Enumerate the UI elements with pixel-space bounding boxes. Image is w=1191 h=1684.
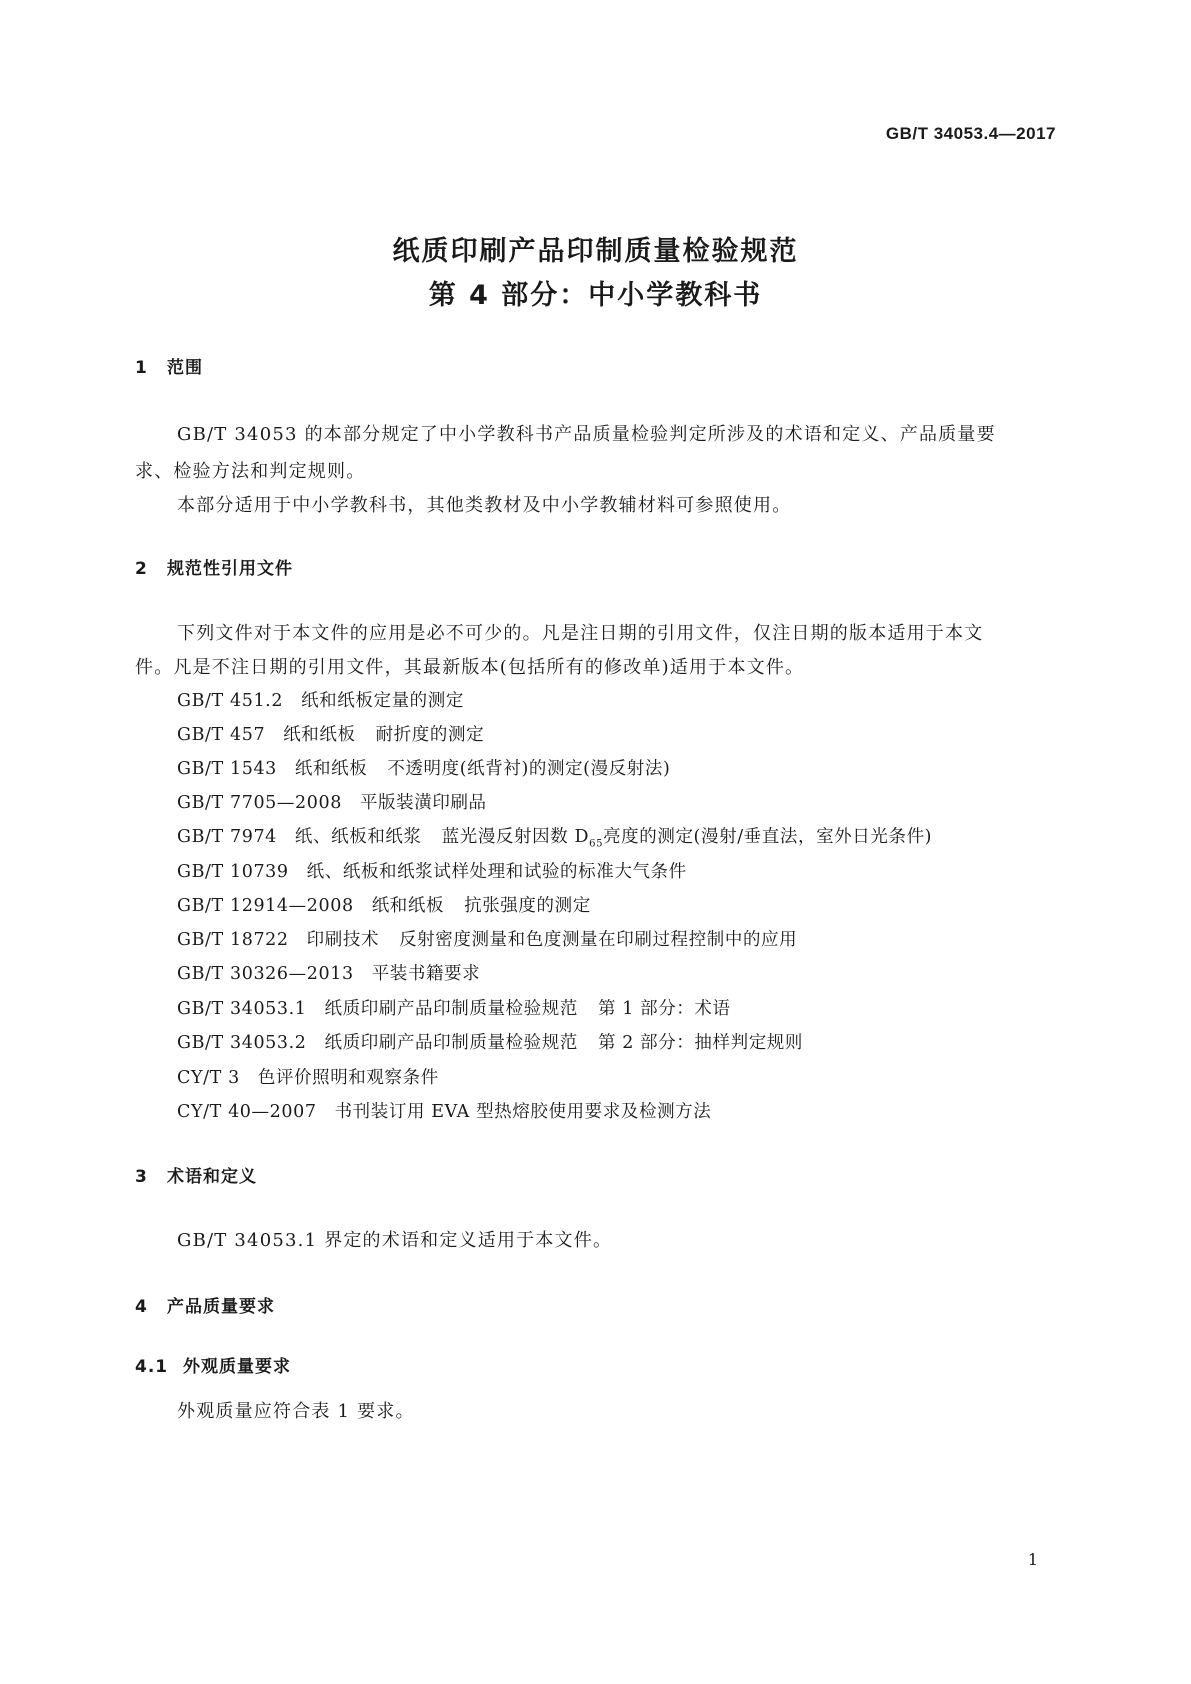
reference-title: 平装书籍要求 [371,964,481,984]
section-number: 3 [135,1167,148,1187]
section-title: 范围 [167,358,203,378]
reference-code: GB/T 457 [177,725,266,745]
section-number: 1 [135,358,148,378]
paragraph-line: 下列文件对于本文件的应用是必不可少的。凡是注日期的引用文件，仅注日期的版本适用于本文 [177,623,984,644]
reference-code: GB/T 34053.2 [177,1033,307,1053]
standard-code: GB/T 34053.4—2017 [885,124,1056,143]
reference-item [177,721,484,746]
reference-title: 平版装潢印刷品 [359,793,487,813]
section-title: 产品质量要求 [167,1297,275,1317]
document-subtitle: 第 4 部分：中小学教科书 [428,280,763,311]
reference-title: 纸和纸板 [294,759,368,779]
section-number: 2 [135,559,148,579]
paragraph: 本部分适用于中小学教科书，其他类教材及中小学教辅材料可参照使用。 [177,495,792,516]
section-title: 术语和定义 [167,1167,257,1187]
section-number: 4 [135,1297,148,1317]
reference-title-part: 抗张强度的测定 [464,896,591,916]
reference-title: 纸、纸板和纸浆试样处理和试验的标准大气条件 [306,862,687,882]
section-1-heading [135,353,203,378]
paragraph-line: 件。凡是不注日期的引用文件，其最新版本(包括所有的修改单)适用于本文件。 [135,657,805,678]
reference-code: GB/T 7974 [177,827,277,847]
paragraph: GB/T 34053.1 界定的术语和定义适用于本文件。 [177,1230,613,1251]
reference-item [177,960,480,985]
reference-title: 纸质印刷产品印制质量检验规范 [324,1033,578,1053]
reference-item [177,1029,803,1054]
reference-title-part: 亮度的测定(漫射/垂直法，室外日光条件) [603,827,933,847]
document-title: 纸质印刷产品印制质量检验规范 [392,236,799,267]
subsection-4-1-heading [135,1352,291,1377]
reference-title: 印刷技术 [306,930,380,950]
reference-item [177,995,731,1020]
reference-title-part: 反射密度测量和色度测量在印刷过程控制中的应用 [399,930,798,950]
reference-title: 纸和纸板 [283,725,356,745]
section-title: 规范性引用文件 [167,559,293,579]
reference-title-part: 耐折度的测定 [375,725,485,745]
section-number: 4.1 [135,1357,169,1377]
reference-title: 书刊装订用 EVA 型热熔胶使用要求及检测方法 [334,1102,712,1122]
reference-code: CY/T 3 [177,1068,240,1088]
reference-code: GB/T 10739 [177,862,289,882]
page-number: 1 [1027,1550,1038,1569]
reference-item [177,823,932,850]
reference-item [177,1098,711,1123]
reference-title: 纸和纸板 [371,896,445,916]
reference-code: GB/T 451.2 [177,691,284,711]
reference-code: GB/T 12914—2008 [177,896,354,916]
paragraph-line: 求、检验方法和判定规则。 [135,461,366,482]
reference-item [177,687,464,712]
paragraph-line: GB/T 34053 的本部分规定了中小学教科书产品质量检验判定所涉及的术语和定义、产品质量要 [177,424,996,445]
section-4-heading [135,1292,275,1317]
reference-code: GB/T 7705—2008 [177,793,342,813]
reference-title-part: 第 2 部分：抽样判定规则 [597,1033,804,1053]
section-2-heading [135,554,293,579]
reference-code: CY/T 40—2007 [177,1102,317,1122]
reference-item [177,755,670,780]
reference-title: 纸和纸板定量的测定 [301,691,464,711]
reference-title-part: 蓝光漫反射因数 D [441,827,590,847]
reference-item [177,789,487,814]
reference-title-part: 第 1 部分：术语 [597,999,731,1019]
reference-item [177,926,797,951]
paragraph: 外观质量应符合表 1 要求。 [177,1401,415,1422]
reference-title: 纸质印刷产品印制质量检验规范 [324,999,578,1019]
section-3-heading [135,1162,257,1187]
reference-title: 色评价照明和观察条件 [257,1068,439,1088]
reference-item [177,892,591,917]
reference-code: GB/T 34053.1 [177,999,307,1019]
reference-code: GB/T 1543 [177,759,277,779]
reference-code: GB/T 30326—2013 [177,964,354,984]
section-title: 外观质量要求 [183,1357,291,1377]
subscript: 65 [589,838,604,850]
reference-title-part: 不透明度(纸背衬)的测定(漫反射法) [387,759,671,779]
reference-title: 纸、纸板和纸浆 [294,827,422,847]
reference-item [177,858,687,883]
reference-item [177,1064,439,1089]
reference-code: GB/T 18722 [177,930,289,950]
